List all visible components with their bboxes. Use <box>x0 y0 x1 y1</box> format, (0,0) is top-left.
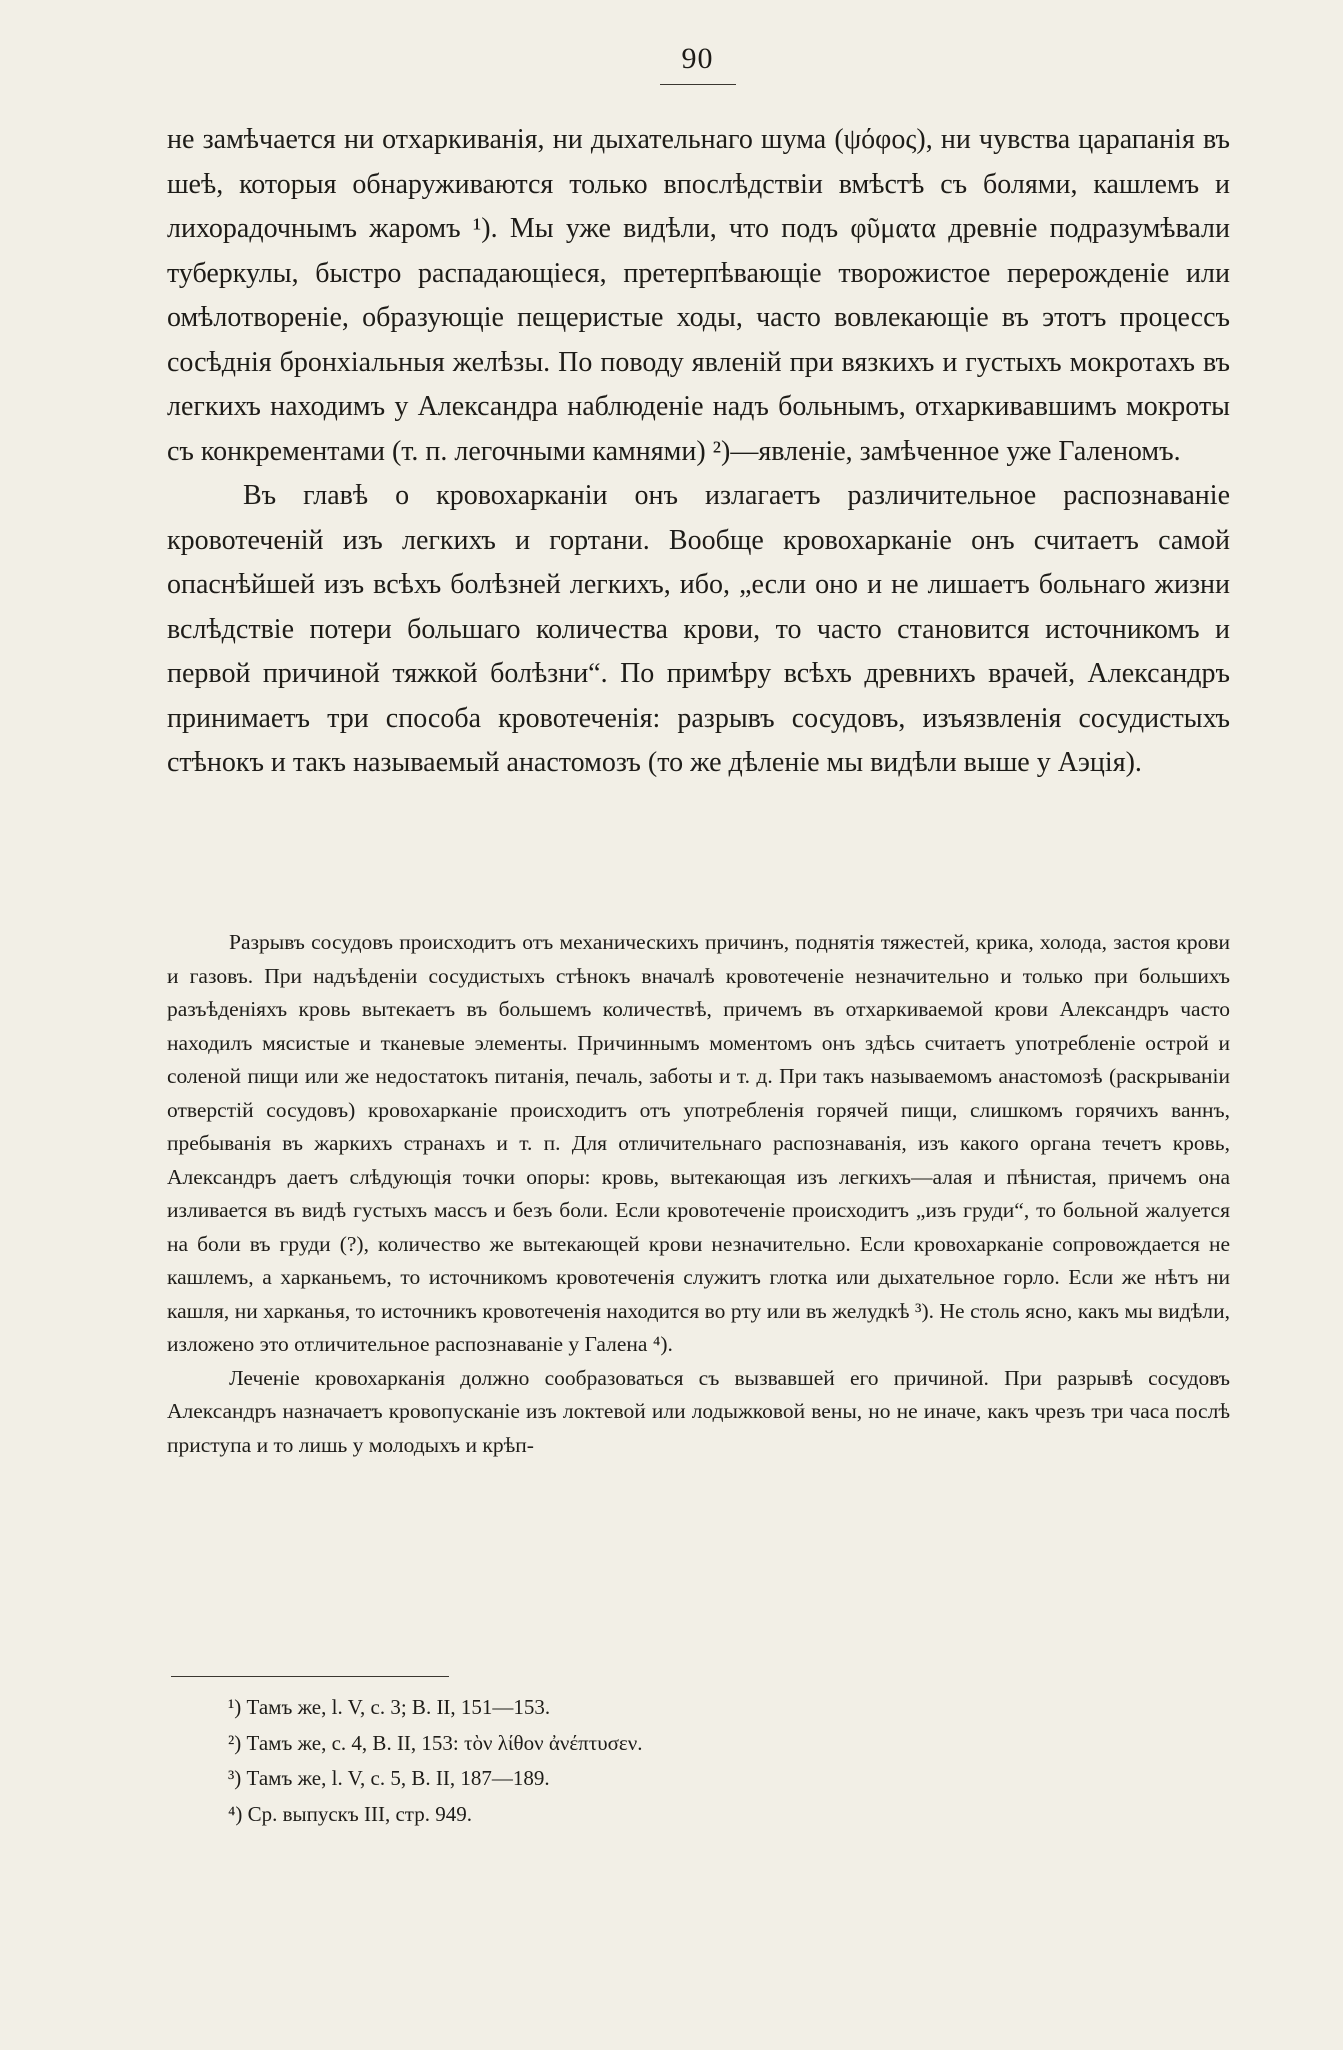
footnote-separator <box>171 1676 449 1677</box>
footnote-2: ²) Тамъ же, c. 4, B. II, 153: τὸν λίθον ἀνέπτυσεν. <box>228 1730 643 1755</box>
page-number-underline <box>660 84 736 85</box>
footnote-1: ¹) Тамъ же, l. V, c. 3; B. II, 151—153. <box>228 1695 551 1719</box>
footnotes <box>228 1690 1128 1832</box>
paragraph-vessel-rupture: Разрывъ сосудовъ происходитъ отъ механическихъ причинъ, поднятія тяжестей, крика, холода, застоя крови и газовъ. При надъѣденіи сосудистыхъ стѣнокъ вначалѣ кровотеченіе незначительно и только при большихъ разъѣденіяхъ кровь вытекаетъ въ большемъ количествѣ, причемъ въ отхаркиваемой крови Александръ часто находилъ мясистые и тканевые элементы. Причиннымъ моментомъ онъ здѣсь считаетъ употребленіе острой и соленой пищи или же недостатокъ питанія, печаль, заботы и т. д. При такъ называемомъ анастомозѣ (раскрываніи отверстій сосудовъ) кровохарканіе происходитъ отъ употребленія горячей пищи, слишкомъ горячихъ ваннъ, пребыванія въ жаркихъ странахъ и т. п. Для отличительнаго распознаванія, изъ какого органа течетъ кровь, Александръ даетъ слѣдующія точки опоры: кровь, вытекающая изъ легкихъ—алая и пѣнистая, причемъ она изливается въ видѣ густыхъ массъ и безъ боли. Если кровотеченіе происходитъ „изъ груди“, то больной жалуется на боли въ груди (?), количество же вытекающей крови незначительно. Если кровохарканіе сопровождается не кашлемъ, а харканьемъ, то источникомъ кровотеченія служитъ глотка или дыхательное горло. Если же нѣтъ ни кашля, ни харканья, то источникъ кровотеченія находится во рту или въ желудкѣ ³). Не столь ясно, какъ мы видѣли, изложено это отличительное распознаваніе у Галена ⁴). <box>167 930 1230 1356</box>
footnote-4: ⁴) Ср. выпускъ III, стр. 949. <box>228 1801 472 1826</box>
footnote-3: ³) Тамъ же, l. V, c. 5, B. II, 187—189. <box>228 1766 550 1790</box>
page-number: 90 <box>681 42 714 75</box>
main-text-large <box>167 118 1230 786</box>
paragraph-hemoptysis-intro: Въ главѣ о кровохарканіи онъ излагаетъ различительное распознаваніе кровотеченій изъ легкихъ и гортани. Вообще кровохарканіе онъ считаетъ самой опаснѣйшей изъ всѣхъ болѣзней легкихъ, ибо, „если оно и не лишаетъ больнаго жизни вслѣдствіе потери большаго количества крови, то часто становится источникомъ и первой причиной тяжкой болѣзни“. По примѣру всѣхъ древнихъ врачей, Александръ принимаетъ три способа кровотеченія: разрывъ сосудовъ, изъязвленія сосудистыхъ стѣнокъ и такъ называемый анастомозъ (то же дѣленіе мы видѣли выше у Аэція). <box>167 480 1230 778</box>
paragraph-continuation: не замѣчается ни отхаркиванія, ни дыхательнаго шума (ψόφος), ни чувства царапанія въ шеѣ, которыя обнаруживаются только впослѣдствіи вмѣстѣ съ болями, кашлемъ и лихорадочнымъ жаромъ ¹). Мы уже видѣли, что подъ φῦματα древніе подразумѣвали туберкулы, быстро распадающіеся, претерпѣвающіе творожистое перерожденіе или омѣлотвореніе, образующіе пещеристые ходы, часто вовлекающіе въ этотъ процессъ сосѣднія бронхіальныя желѣзы. По поводу явленій при вязкихъ и густыхъ мокротахъ въ легкихъ находимъ у Александра наблюденіе надъ больнымъ, отхаркивавшимъ мокроты съ конкрементами (т. п. легочными камнями) ²)—явленіе, замѣченное уже Галеномъ. <box>167 124 1230 467</box>
main-text-small <box>167 926 1230 1462</box>
paragraph-treatment: Леченіе кровохарканія должно сообразоваться съ вызвавшей его причиной. При разрывѣ сосудовъ Александръ назначаетъ кровопусканіе изъ локтевой или лодыжковой вены, но не иначе, какъ чрезъ три часа послѣ приступа и то лишь у молодыхъ и крѣп- <box>167 1365 1230 1457</box>
